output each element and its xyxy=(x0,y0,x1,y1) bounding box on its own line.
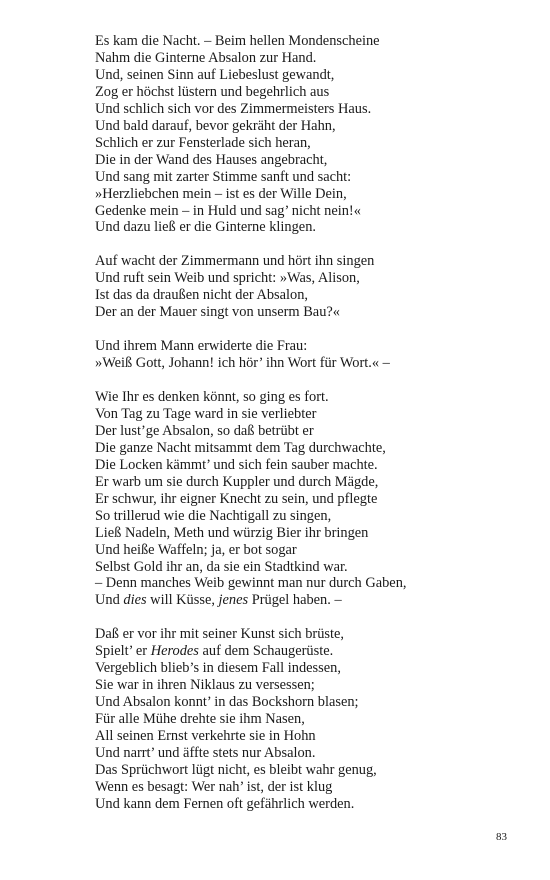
verse-line: Zog er höchst lüstern und begehrlich aus xyxy=(95,83,330,100)
verse-line: All seinen Ernst verkehrte sie in Hohn xyxy=(95,728,316,745)
verse-line: Ließ Nadeln, Meth und würzig Bier ihr bringen xyxy=(95,524,369,541)
verse-line: Gedenke mein – in Huld und sag’ nicht nein!« xyxy=(95,202,361,219)
verse-fragment: auf dem Schaugerüste. xyxy=(198,643,334,660)
verse-line: Er warb um sie durch Kuppler und durch Mägde, xyxy=(95,473,379,490)
verse-fragment: Prügel haben. – xyxy=(248,592,342,609)
stanza-2 xyxy=(95,253,515,321)
verse-line: Sie war in ihren Niklaus zu versessen; xyxy=(95,677,315,694)
stanza-4 xyxy=(95,389,515,609)
stanza-break xyxy=(95,321,515,338)
verse-line: Ist das da draußen nicht der Absalon, xyxy=(95,287,309,304)
verse-line: Es kam die Nacht. – Beim hellen Mondenscheine xyxy=(95,33,380,49)
stanza-break xyxy=(95,609,515,626)
verse-line: Für alle Mühe drehte sie ihm Nasen, xyxy=(95,711,305,728)
verse-line: »Herzliebchen mein – ist es der Wille Dein, xyxy=(95,185,347,202)
page-number: 83 xyxy=(496,831,507,843)
verse-line: Der lust’ge Absalon, so daß betrübt er xyxy=(95,422,314,439)
verse-line: Die ganze Nacht mitsammt dem Tag durchwachte, xyxy=(95,439,386,456)
verse-line: Daß er vor ihr mit seiner Kunst sich brüste, xyxy=(95,626,344,643)
verse-line: Und dazu ließ er die Ginterne klingen. xyxy=(95,219,316,236)
verse-line: Und, seinen Sinn auf Liebeslust gewandt, xyxy=(95,66,335,83)
verse-line: Und kann dem Fernen oft gefährlich werden. xyxy=(95,795,355,812)
poem-text xyxy=(95,33,515,813)
stanza-3 xyxy=(95,338,515,372)
emphasis-dies: dies xyxy=(123,592,147,609)
verse-line: Wenn es besagt: Wer nah’ ist, der ist klug xyxy=(95,778,333,795)
verse-line: Und sang mit zarter Stimme sanft und sacht: xyxy=(95,168,352,185)
verse-line: Nahm die Ginterne Absalon zur Hand. xyxy=(95,49,317,66)
verse-line: Wie Ihr es denken könnt, so ging es fort. xyxy=(95,388,329,405)
emphasis-jenes: jenes xyxy=(218,592,249,609)
verse-fragment: will Küsse, xyxy=(146,592,219,609)
verse-line: – Denn manches Weib gewinnt man nur durch Gaben, xyxy=(95,575,407,592)
verse-line: Selbst Gold ihr an, da sie ein Stadtkind war. xyxy=(95,558,348,575)
verse-line: Und heiße Waffeln; ja, er bot sogar xyxy=(95,541,297,558)
verse-line: Und Absalon konnt’ in das Bockshorn blasen; xyxy=(95,694,359,711)
verse-line: Und bald darauf, bevor gekräht der Hahn, xyxy=(95,117,336,134)
verse-line: Und ruft sein Weib und spricht: »Was, Alison, xyxy=(95,270,360,287)
verse-fragment: Spielt’ er xyxy=(95,643,151,660)
verse-fragment: Und xyxy=(95,592,124,609)
verse-line: Schlich er zur Fensterlade sich heran, xyxy=(95,134,311,151)
verse-line-with-emphasis xyxy=(95,592,515,609)
verse-line: Auf wacht der Zimmermann und hört ihn singen xyxy=(95,253,375,270)
verse-line: Der an der Mauer singt von unserm Bau?« xyxy=(95,304,340,321)
verse-line: Und narrt’ und äffte stets nur Absalon. xyxy=(95,744,316,761)
stanza-break xyxy=(95,236,515,253)
verse-line: Und ihrem Mann erwiderte die Frau: xyxy=(95,338,308,355)
verse-line: Vergeblich blieb’s in diesem Fall indessen, xyxy=(95,660,341,677)
verse-line: Das Sprüchwort lügt nicht, es bleibt wahr genug, xyxy=(95,761,377,778)
stanza-break xyxy=(95,372,515,389)
verse-line: Er schwur, ihr eigner Knecht zu sein, und pflegte xyxy=(95,490,378,507)
verse-line: Und schlich sich vor des Zimmermeisters Haus. xyxy=(95,100,372,117)
stanza-1 xyxy=(95,33,515,236)
emphasis-herodes: Herodes xyxy=(150,643,199,660)
verse-line: Die Locken kämmt’ und sich fein sauber machte. xyxy=(95,456,378,473)
verse-line: So trillerud wie die Nachtigall zu singen, xyxy=(95,507,332,524)
stanza-5 xyxy=(95,626,515,812)
verse-line: Die in der Wand des Hauses angebracht, xyxy=(95,151,328,168)
verse-line: »Weiß Gott, Johann! ich hör’ ihn Wort für Wort.« – xyxy=(95,355,390,372)
verse-line: Von Tag zu Tage ward in sie verliebter xyxy=(95,405,317,422)
verse-line-with-emphasis xyxy=(95,643,515,660)
